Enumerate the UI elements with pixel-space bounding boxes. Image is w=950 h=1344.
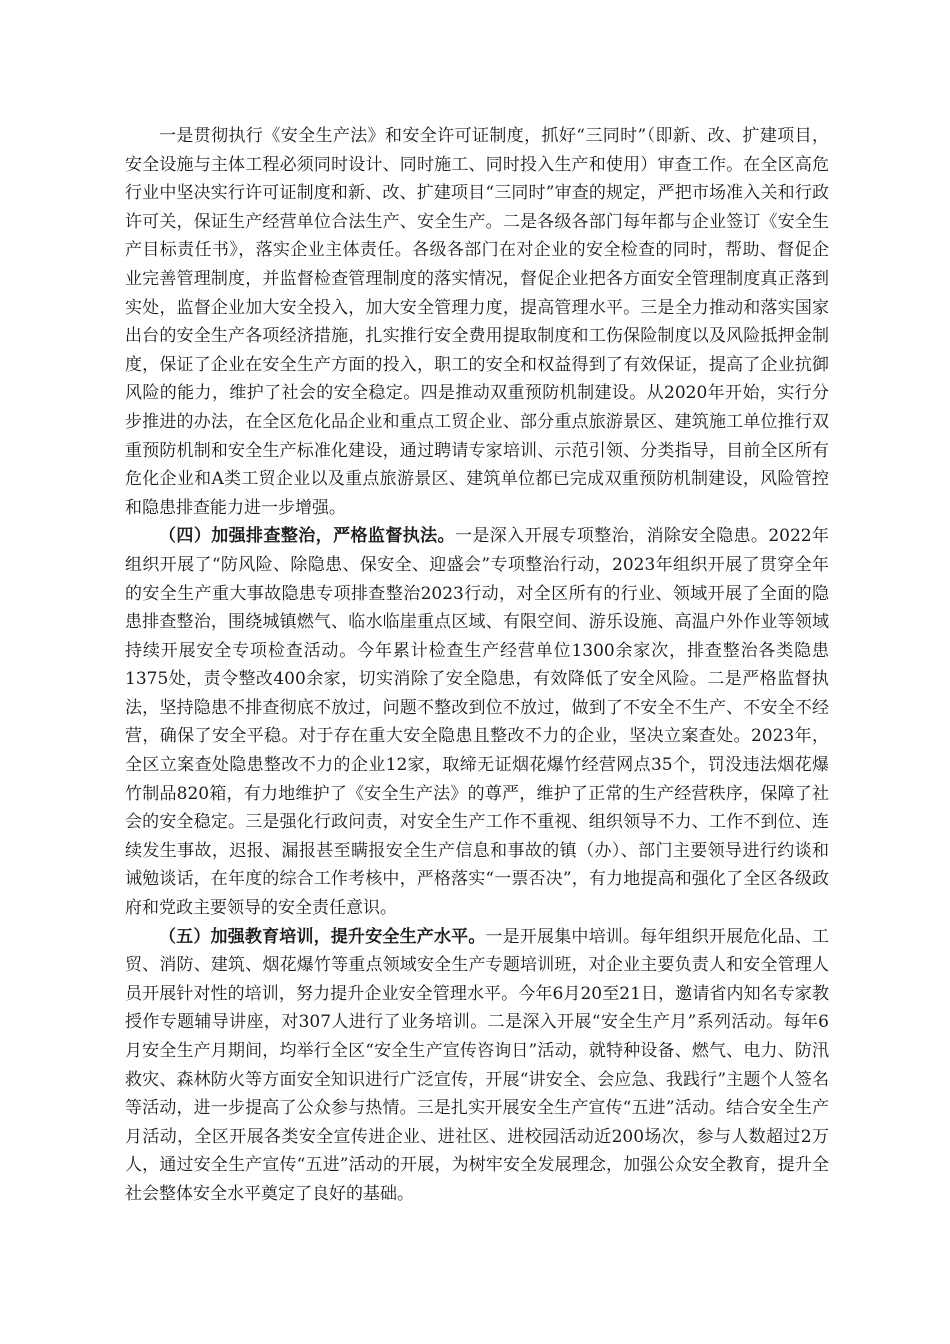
document-page <box>125 122 829 1209</box>
section-5-text: 一是开展集中培训。每年组织开展危化品、工贸、消防、建筑、烟花爆竹等重点领域安全生产专题培训班，对企业主要负责人和安全管理人员开展针对性的培训，努力提升企业安全管理水平。今年6月20至21日，邀请省内知名专家教授作专题辅导讲座，对307人进行了业务培训。二是深入开展“安全生产月”系列活动。每年6月安全生产月期间，均举行全区“安全生产宣传咨询日”活动，就特种设备、燃气、电力、防汛救灾、森林防火等方面安全知识进行广泛宣传，开展“讲安全、会应急、我践行”主题个人签名等活动，进一步提高了公众参与热情。三是扎实开展安全生产宣传“五进”活动。结合安全生产月活动，全区开展各类安全宣传进企业、进社区、进校园活动近200场次，参与人数超过2万人，通过安全生产宣传“五进”活动的开展，为树牢安全发展理念，加强公众安全教育，提升全社会整体安全水平奠定了良好的基础。 <box>125 926 829 1204</box>
paragraph-1 <box>125 122 829 522</box>
section-5-heading: （五）加强教育培训，提升安全生产水平。 <box>159 926 486 947</box>
section-4-heading: （四）加强排查整治，严格监督执法。 <box>159 526 455 547</box>
section-4-text: 一是深入开展专项整治，消除安全隐患。2022年组织开展了“防风险、除隐患、保安全、迎盛会”专项整治行动，2023年组织开展了贯穿全年的安全生产重大事故隐患专项排查整治2023行动，对全区所有的行业、领域开展了全面的隐患排查整治，围绕城镇燃气、临水临崖重点区域、有限空间、游乐设施、高温户外作业等领域持续开展安全专项检查活动。今年累计检查生产经营单位1300余家次，排查整治各类隐患1375处，责令整改400余家，切实消除了安全隐患，有效降低了安全风险。二是严格监督执法，坚持隐患不排查彻底不放过，问题不整改到位不放过，做到了不安全不生产、不安全不经营，确保了安全平稳。对于存在重大安全隐患且整改不力的企业，坚决立案查处。2023年，全区立案查处隐患整改不力的企业12家，取缔无证烟花爆竹经营网点35个，罚没违法烟花爆竹制品820箱，有力地维护了《安全生产法》的尊严，维护了正常的生产经营秩序，保障了社会的安全稳定。三是强化行政问责，对安全生产工作不重视、组织领导不力、工作不到位、连续发生事故，迟报、漏报甚至瞒报安全生产信息和事故的镇（办）、部门主要领导进行约谈和诫勉谈话，在年度的综合工作考核中，严格落实“一票否决”，有力地提高和强化了全区各级政府和党政主要领导的安全责任意识。 <box>125 526 830 919</box>
paragraph-1-text: 一是贯彻执行《安全生产法》和安全许可证制度，抓好“三同时”（即新、改、扩建项目，安全设施与主体工程必须同时设计、同时施工、同时投入生产和使用）审查工作。在全区高危行业中坚决实行许可证制度和新、改、扩建项目“三同时”审查的规定，严把市场准入关和行政许可关，保证生产经营单位合法生产、安全生产。二是各级各部门每年都与企业签订《安全生产目标责任书》，落实企业主体责任。各级各部门在对企业的安全检查的同时，帮助、督促企业完善管理制度，并监督检查管理制度的落实情况，督促企业把各方面安全管理制度真正落到实处，监督企业加大安全投入，加大安全管理力度，提高管理水平。三是全力推动和落实国家出台的安全生产各项经济措施，扎实推行安全费用提取制度和工伤保险制度以及风险抵押金制度，保证了企业在安全生产方面的投入，职工的安全和权益得到了有效保证，提高了企业抗御风险的能力，维护了社会的安全稳定。四是推动双重预防机制建设。从2020年开始，实行分步推进的办法，在全区危化品企业和重点工贸企业、部分重点旅游景区、建筑施工单位推行双重预防机制和安全生产标准化建设，通过聘请专家培训、示范引领、分类指导，目前全区所有危化企业和A类工贸企业以及重点旅游景区、建筑单位都已完成双重预防机制建设，风险管控和隐患排查能力进一步增强。 <box>125 126 829 518</box>
paragraph-2 <box>125 522 829 922</box>
paragraph-3 <box>125 923 829 1209</box>
